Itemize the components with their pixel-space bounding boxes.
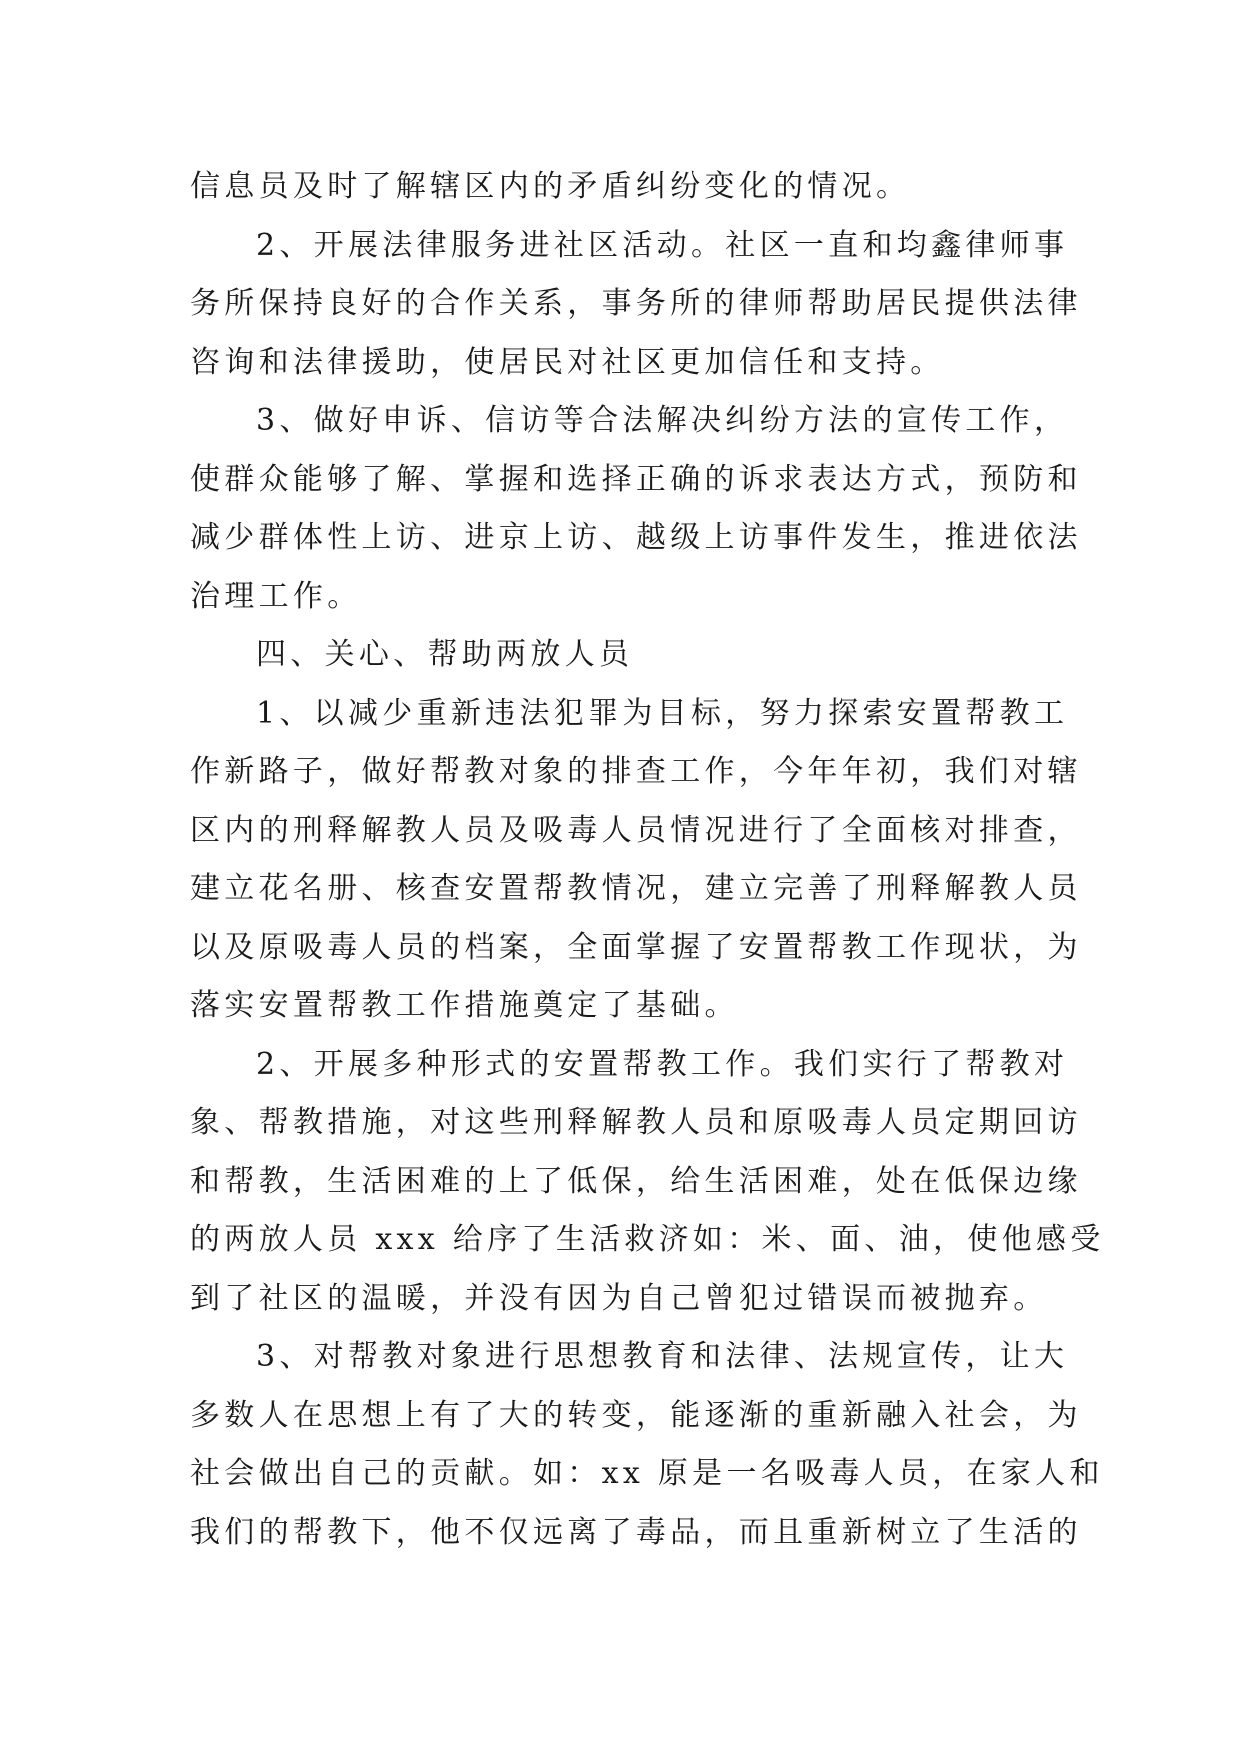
text-line: 治理工作。 [190,578,362,614]
text-line: 社会做出自己的贡献。如：xx 原是一名吸毒人员，在家人和 [190,1456,1104,1491]
paragraph-1-start: 1、以减少重新违法犯罪为目标，努力探索安置帮教工 [256,695,1069,731]
text-line: 区内的刑释解教人员及吸毒人员情况进行了全面核对排查， [190,812,1082,848]
paragraph-2-start: 2、开展多种形式的安置帮教工作。我们实行了帮教对 [256,1046,1069,1082]
text-line: 使群众能够了解、掌握和选择正确的诉求表达方式，预防和 [190,461,1082,497]
text-line: 多数人在思想上有了大的转变，能逐渐的重新融入社会，为 [190,1397,1082,1433]
text-line: 务所保持良好的合作关系，事务所的律师帮助居民提供法律 [190,286,1082,321]
text-line: 的两放人员 xxx 给序了生活救济如：米、面、油，使他感受 [190,1222,1105,1257]
text-line: 象、帮教措施，对这些刑释解教人员和原吸毒人员定期回访 [190,1105,1082,1140]
text-line: 到了社区的温暖，并没有因为自己曾犯过错误而被抛弃。 [190,1280,1048,1316]
paragraph-2-start: 2、开展法律服务进社区活动。社区一直和均鑫律师事 [256,227,1069,263]
text-line: 以及原吸毒人员的档案，全面掌握了安置帮教工作现状，为 [190,929,1082,965]
text-line: 咨询和法律援助，使居民对社区更加信任和支持。 [190,344,945,380]
text-line: 我们的帮教下，他不仅远离了毒品，而且重新树立了生活的 [190,1514,1082,1550]
text-line: 建立花名册、核查安置帮教情况，建立完善了刑释解教人员 [190,871,1082,906]
section-heading: 四、关心、帮助两放人员 [256,637,634,672]
text-line: 落实安置帮教工作措施奠定了基础。 [190,988,739,1023]
text-line: 减少群体性上访、进京上访、越级上访事件发生，推进依法 [190,520,1082,555]
text-line: 和帮教，生活困难的上了低保，给生活困难，处在低保边缘 [190,1163,1082,1199]
paragraph-3-start: 3、做好申诉、信访等合法解决纠纷方法的宣传工作， [256,403,1069,438]
text-line: 信息员及时了解辖区内的矛盾纠纷变化的情况。 [190,169,911,204]
text-line: 作新路子，做好帮教对象的排查工作，今年年初，我们对辖 [190,754,1082,789]
document-body [190,158,1105,1562]
paragraph-3-start: 3、对帮教对象进行思想教育和法律、法规宣传，让大 [256,1339,1069,1374]
